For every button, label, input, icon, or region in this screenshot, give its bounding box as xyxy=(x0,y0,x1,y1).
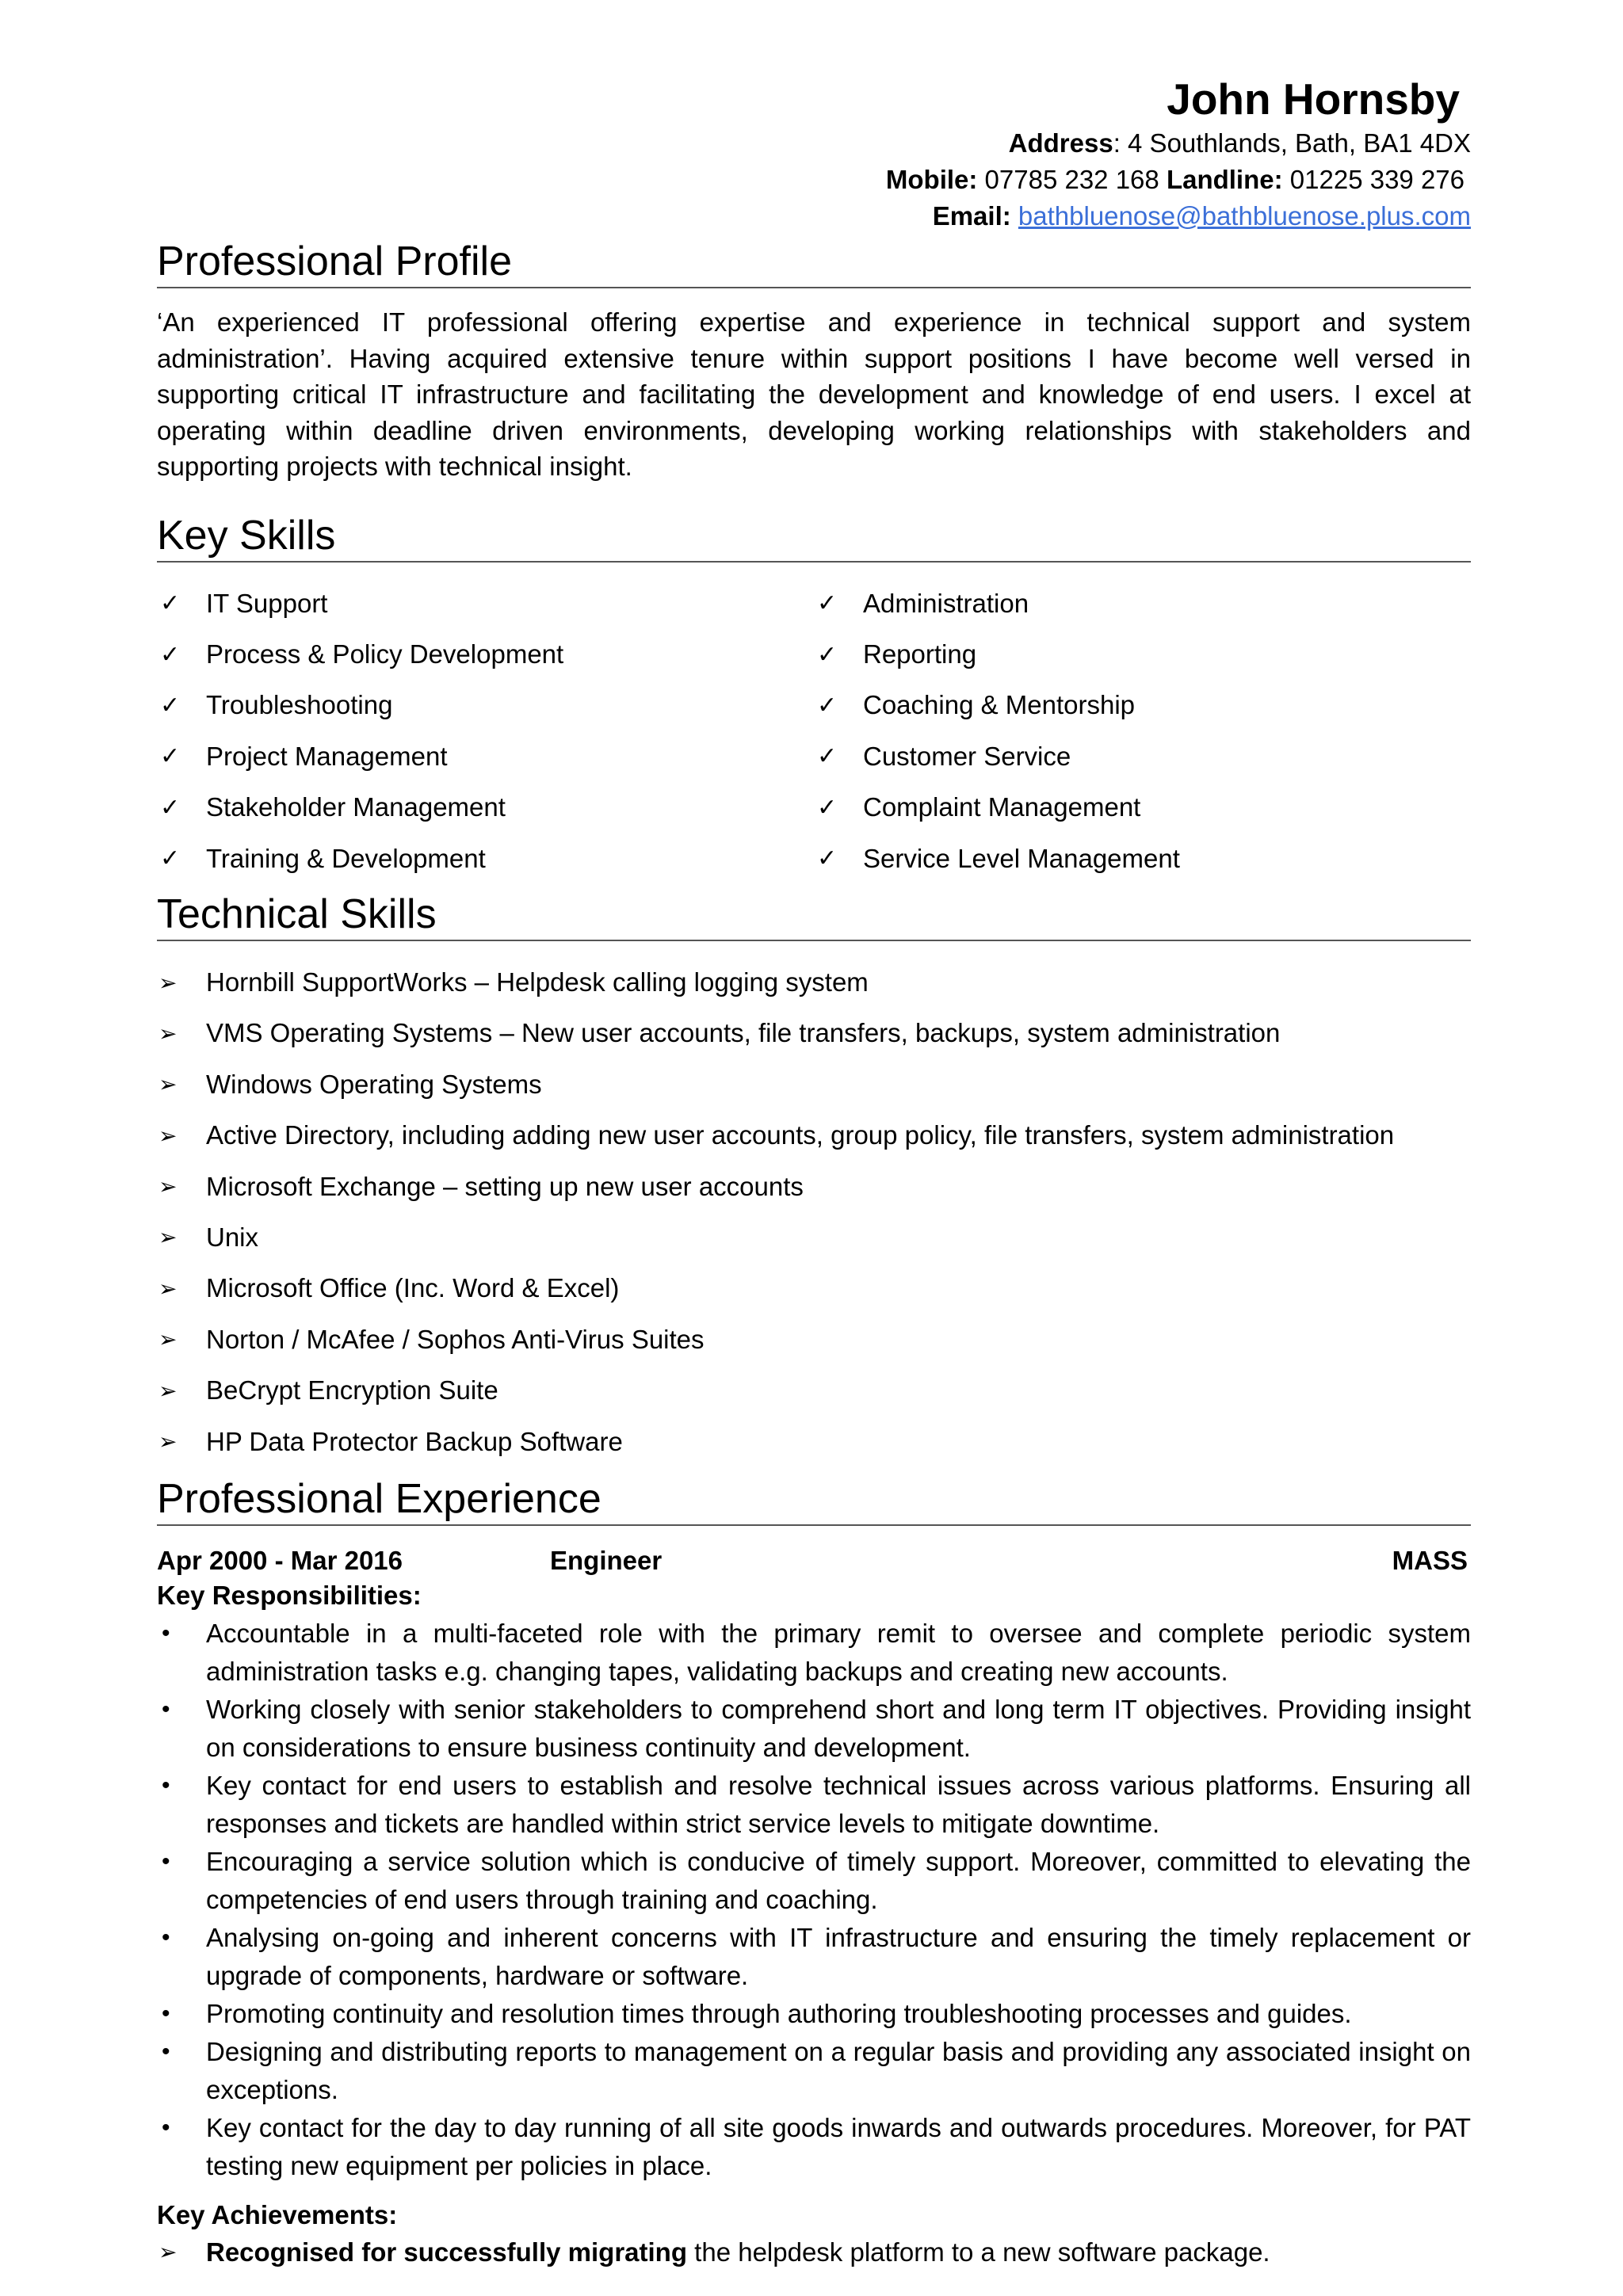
skill-item xyxy=(814,629,1471,680)
responsibility-item xyxy=(157,1691,1471,1767)
phone-line xyxy=(157,162,1471,198)
bullet-icon: • xyxy=(162,1848,170,1875)
responsibility-item xyxy=(157,2109,1471,2185)
achievement-rest: the helpdesk platform to a new software package. xyxy=(687,2237,1270,2267)
tech-skill-item xyxy=(157,1314,1471,1365)
responsibility-item xyxy=(157,1919,1471,1995)
job-dates: Apr 2000 - Mar 2016 xyxy=(157,1545,403,1575)
skill-item xyxy=(814,731,1471,782)
skill-item xyxy=(157,833,814,883)
achievement-item xyxy=(157,2233,1471,2272)
tech-skill-item xyxy=(157,1365,1471,1416)
skill-item xyxy=(814,782,1471,833)
check-icon: ✓ xyxy=(817,641,838,668)
candidate-name: John Hornsby xyxy=(1167,74,1460,124)
tech-skill-item xyxy=(157,1008,1471,1058)
contact-header xyxy=(157,73,1471,235)
check-icon: ✓ xyxy=(817,743,838,770)
skill-item xyxy=(814,833,1471,883)
job-company: MASS xyxy=(1392,1545,1468,1575)
tech-skill-label: Microsoft Exchange – setting up new user accounts xyxy=(206,1171,804,1201)
skill-label: Stakeholder Management xyxy=(206,792,506,822)
skill-item xyxy=(814,680,1471,730)
check-icon: ✓ xyxy=(160,743,181,770)
responsibilities-label: Key Responsibilities: xyxy=(157,1580,422,1610)
arrow-bullet-icon: ➢ xyxy=(158,1327,178,1352)
skill-label: Troubleshooting xyxy=(206,690,393,720)
skill-item xyxy=(157,680,814,730)
responsibility-text: Promoting continuity and resolution times through authoring troubleshooting processes and guides. xyxy=(206,1998,1352,2028)
check-icon: ✓ xyxy=(817,845,838,872)
email-label: Email: xyxy=(932,201,1011,231)
bullet-icon: • xyxy=(162,1619,170,1646)
skill-label: Service Level Management xyxy=(863,843,1180,873)
bullet-icon: • xyxy=(162,1924,170,1951)
check-icon: ✓ xyxy=(160,641,181,668)
responsibility-text: Key contact for the day to day running of all site goods inwards and outwards procedures. Moreover, for PAT testing new equipment per policies in place. xyxy=(206,2112,1471,2180)
check-icon: ✓ xyxy=(817,692,838,719)
responsibility-item xyxy=(157,2033,1471,2109)
check-icon: ✓ xyxy=(817,590,838,617)
check-icon: ✓ xyxy=(160,845,181,872)
tech-skill-label: Norton / McAfee / Sophos Anti-Virus Suites xyxy=(206,1324,705,1354)
responsibility-text: Analysing on-going and inherent concerns with IT infrastructure and ensuring the timely replacement or upgrade of components, hardware or software. xyxy=(206,1922,1471,1990)
job-title: Engineer xyxy=(550,1545,663,1575)
skill-label: Administration xyxy=(863,588,1029,618)
key-skills-left-column xyxy=(157,578,814,884)
tech-skill-label: Unix xyxy=(206,1222,259,1252)
section-heading-experience: Professional Experience xyxy=(157,1475,1471,1526)
bullet-icon: • xyxy=(162,2114,170,2141)
responsibility-item xyxy=(157,1843,1471,1919)
bullet-icon: • xyxy=(162,2038,170,2065)
arrow-bullet-icon: ➢ xyxy=(158,1174,178,1199)
responsibility-text: Encouraging a service solution which is conducive of timely support. Moreover, committed to elevating the competencies of end users through training and coaching. xyxy=(206,1846,1471,1914)
skill-label: Process & Policy Development xyxy=(206,639,564,669)
address-line xyxy=(157,125,1471,162)
tech-skill-label: Hornbill SupportWorks – Helpdesk calling logging system xyxy=(206,967,869,997)
arrow-bullet-icon: ➢ xyxy=(158,1225,178,1250)
skill-label: Training & Development xyxy=(206,843,486,873)
skill-label: Coaching & Mentorship xyxy=(863,690,1136,720)
address-label: Address xyxy=(1008,128,1113,158)
tech-skill-label: BeCrypt Encryption Suite xyxy=(206,1375,498,1405)
bullet-icon: • xyxy=(162,1695,170,1722)
skill-label: Customer Service xyxy=(863,741,1071,771)
address-value: : 4 Southlands, Bath, BA1 4DX xyxy=(1113,128,1471,158)
achievement-bold: Recognised for successfully migrating xyxy=(206,2237,687,2267)
check-icon: ✓ xyxy=(160,590,181,617)
responsibility-item xyxy=(157,1995,1471,2033)
mobile-label: Mobile: xyxy=(885,165,978,194)
arrow-bullet-icon: ➢ xyxy=(158,970,178,995)
mobile-value: 07785 232 168 xyxy=(977,165,1167,194)
section-heading-profile: Professional Profile xyxy=(157,238,1471,288)
responsibility-item xyxy=(157,1767,1471,1843)
key-skills-grid xyxy=(157,578,1471,884)
check-icon: ✓ xyxy=(160,794,181,821)
arrow-bullet-icon: ➢ xyxy=(158,1123,178,1148)
tech-skill-label: Active Directory, including adding new user accounts, group policy, file transfers, system administration xyxy=(206,1120,1395,1150)
skill-item xyxy=(157,731,814,782)
achievement-text xyxy=(206,2233,1270,2272)
skill-label: Complaint Management xyxy=(863,792,1141,822)
responsibility-text: Working closely with senior stakeholders to comprehend short and long term IT objectives. Providing insight on considerations to ensure business continuity and development. xyxy=(206,1694,1471,1762)
arrow-bullet-icon: ➢ xyxy=(158,1378,178,1403)
check-icon: ✓ xyxy=(817,794,838,821)
bullet-icon: • xyxy=(162,2000,170,2027)
responsibility-text: Accountable in a multi-faceted role with the primary remit to oversee and complete periodic system administration tasks e.g. changing tapes, validating backups and creating new accounts. xyxy=(206,1618,1471,1686)
tech-skill-label: HP Data Protector Backup Software xyxy=(206,1426,623,1456)
responsibility-text: Key contact for end users to establish and resolve technical issues across various platforms. Ensuring all responses and tickets are handled within strict service levels to mitigate downtime. xyxy=(206,1770,1471,1838)
tech-skill-label: Windows Operating Systems xyxy=(206,1069,542,1099)
profile-paragraph: ‘An experienced IT professional offering expertise and experience in technical support and system administration’. Having acquired extensive tenure within support positions I have become well versed in supporting critical IT infrastructure and facilitating the development and knowledge of end users. I excel at operating within deadline driven environments, developing working relationships with stakeholders and supporting projects with technical insight. xyxy=(157,307,1471,481)
achievements-label: Key Achievements: xyxy=(157,2199,398,2229)
tech-skill-item xyxy=(157,1059,1471,1110)
responsibility-item xyxy=(157,1615,1471,1691)
tech-skill-item xyxy=(157,1263,1471,1314)
skill-item xyxy=(157,629,814,680)
arrow-bullet-icon: ➢ xyxy=(158,1276,178,1301)
check-icon: ✓ xyxy=(160,692,181,719)
landline-label: Landline: xyxy=(1166,165,1283,194)
tech-skill-item xyxy=(157,1161,1471,1211)
skill-item xyxy=(814,578,1471,629)
resume-page xyxy=(157,73,1471,2272)
responsibility-text: Designing and distributing reports to management on a regular basis and providing any associated insight on exceptions. xyxy=(206,2036,1471,2104)
arrow-bullet-icon: ➢ xyxy=(158,1429,178,1455)
tech-skill-item xyxy=(157,1416,1471,1466)
skill-label: Project Management xyxy=(206,741,448,771)
job-header-row xyxy=(157,1543,1471,1578)
landline-value: 01225 339 276 xyxy=(1282,165,1465,194)
bullet-icon: • xyxy=(162,1772,170,1798)
tech-skill-label: Microsoft Office (Inc. Word & Excel) xyxy=(206,1273,620,1303)
tech-skill-item xyxy=(157,957,1471,1008)
arrow-bullet-icon: ➢ xyxy=(158,1020,178,1046)
section-heading-technical-skills: Technical Skills xyxy=(157,891,1471,941)
arrow-bullet-icon: ➢ xyxy=(158,1072,178,1097)
section-heading-key-skills: Key Skills xyxy=(157,512,1471,563)
email-line xyxy=(157,198,1471,235)
skill-item xyxy=(157,578,814,629)
responsibilities-list xyxy=(157,1615,1471,2185)
tech-skill-item xyxy=(157,1110,1471,1161)
email-link[interactable]: bathbluenose@bathbluenose.plus.com xyxy=(1018,201,1471,231)
skill-item xyxy=(157,782,814,833)
key-skills-right-column xyxy=(814,578,1471,884)
technical-skills-list xyxy=(157,957,1471,1467)
tech-skill-label: VMS Operating Systems – New user accounts, file transfers, backups, system administration xyxy=(206,1018,1281,1048)
arrow-bullet-icon: ➢ xyxy=(158,2239,178,2264)
tech-skill-item xyxy=(157,1212,1471,1263)
skill-label: IT Support xyxy=(206,588,328,618)
skill-label: Reporting xyxy=(863,639,977,669)
